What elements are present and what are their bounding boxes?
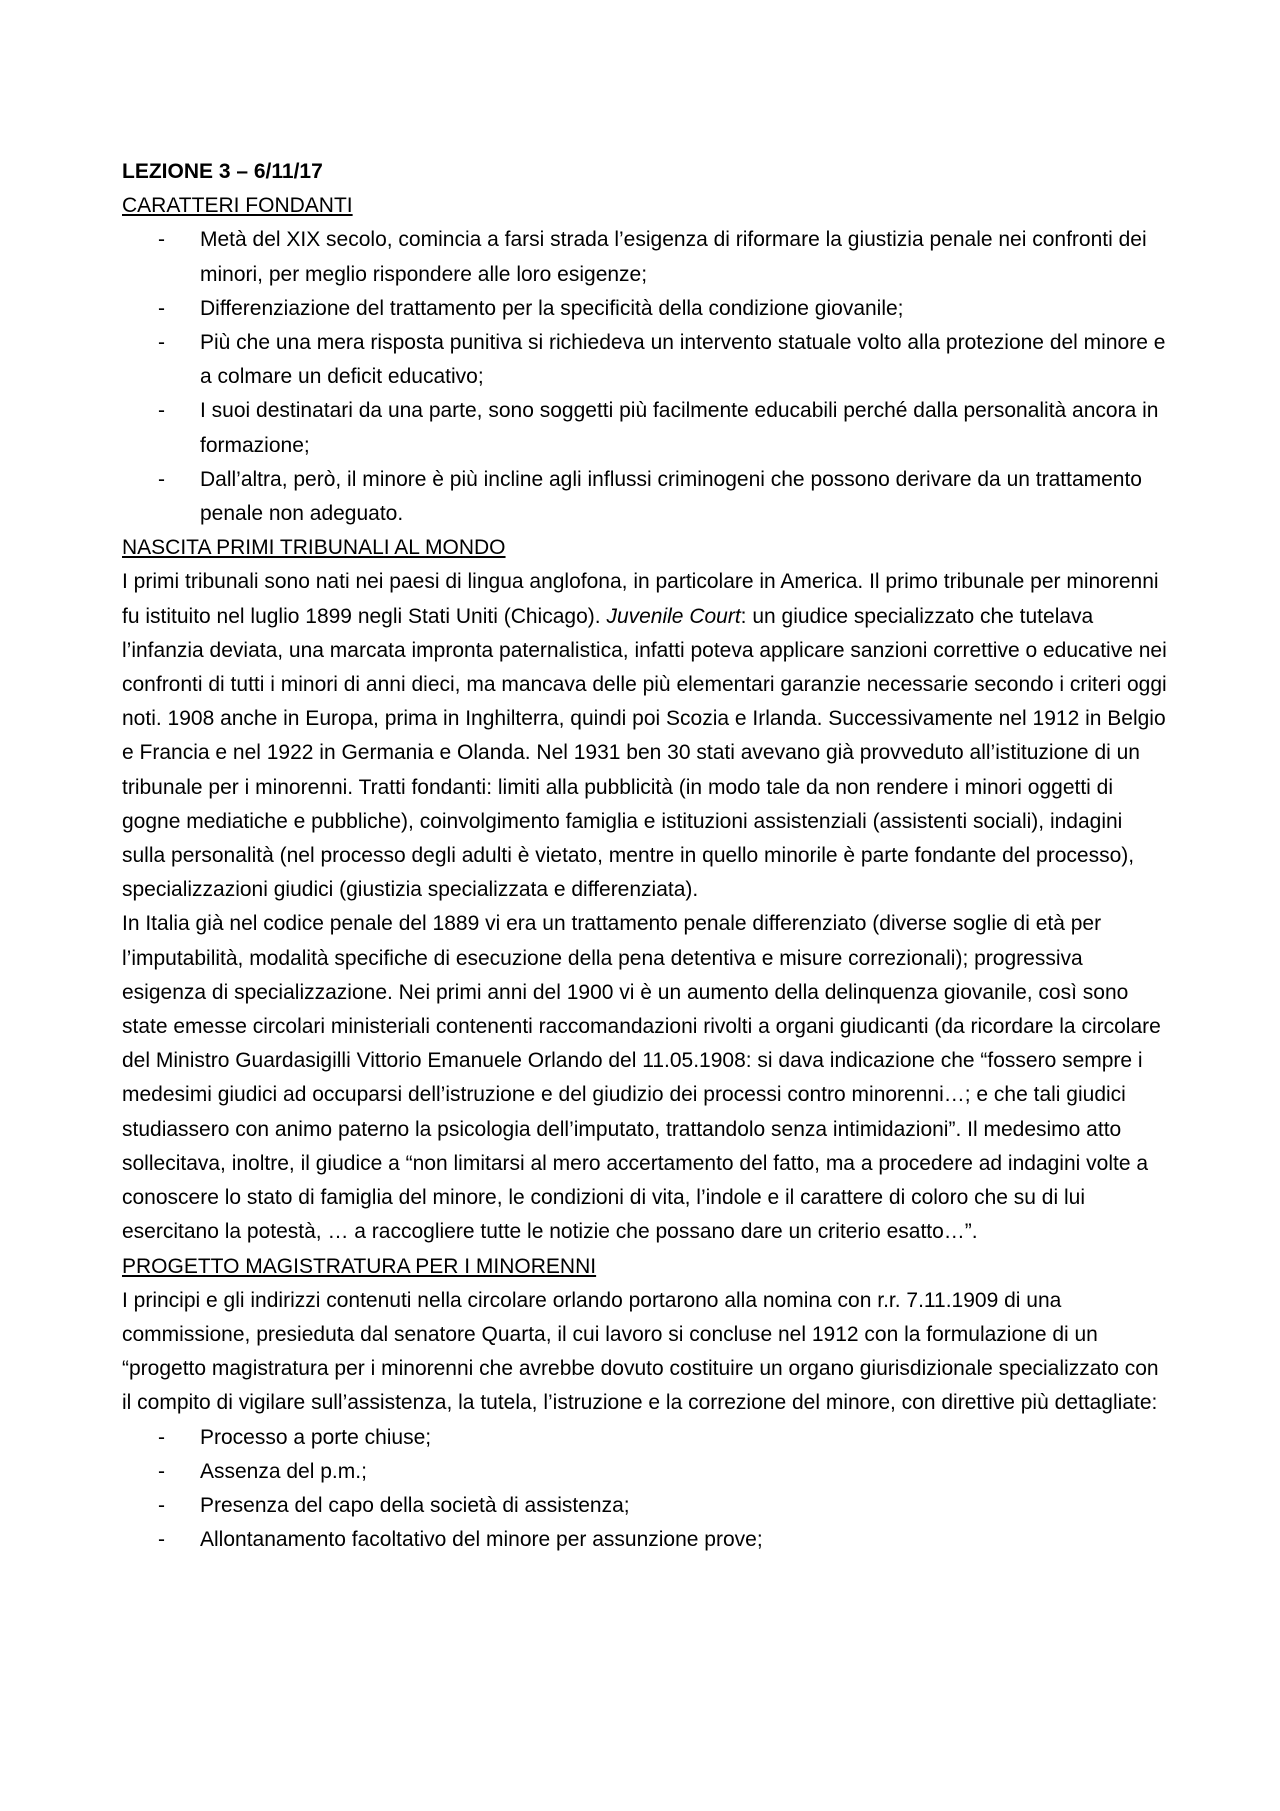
document-page <box>122 155 1170 1557</box>
caratteri-fondanti-list <box>122 223 1170 531</box>
juvenile-court-term: Juvenile Court <box>606 604 741 628</box>
section-heading-progetto-magistratura: PROGETTO MAGISTRATURA PER I MINORENNI <box>122 1254 597 1278</box>
list-item: - Più che una mera risposta punitiva si richiedeva un intervento statuale volto alla protezione del minore e a colmare un deficit educativo; <box>200 326 1170 394</box>
paragraph-primi-tribunali <box>122 565 1170 907</box>
list-item: - Differenziazione del trattamento per la specificità della condizione giovanile; <box>200 292 1170 326</box>
list-item: - Allontanamento facoltativo del minore per assunzione prove; <box>200 1523 1170 1557</box>
direttive-list <box>122 1421 1170 1558</box>
section-heading-caratteri-fondanti: CARATTERI FONDANTI <box>122 194 353 218</box>
list-item: - Assenza del p.m.; <box>200 1455 1170 1489</box>
list-item: - Processo a porte chiuse; <box>200 1421 1170 1455</box>
list-item: - Dall’altra, però, il minore è più incline agli influssi criminogeni che possono derivare da un trattamento penale non adeguato. <box>200 463 1170 531</box>
paragraph-text: I primi tribunali sono nati nei paesi di lingua anglofona, in particolare in America. Il primo tribunale per minorenni fu istituito nel luglio 1899 negli Stati Uniti (Chicago). <box>122 570 1159 628</box>
paragraph-text: : un giudice specializzato che tutelava l’infanzia deviata, una marcata impronta paternalistica, infatti poteva applicare sanzioni correttive o educative nei confronti di tutti i minori di anni dieci, ma mancava delle più elementari garanzie necessarie secondo i criteri oggi noti. 1908 anche in Europa, prima in Inghilterra, quindi poi Scozia e Irlanda. Successivamente nel 1912 in Belgio e Francia e nel 1922 in Germania e Olanda. Nel 1931 ben 30 stati avevano già provveduto all’istituzione di un tribunale per i minorenni. Tratti fondanti: limiti alla pubblicità (in modo tale da non rendere i minori oggetti di gogne mediatiche e pubbliche), coinvolgimento famiglia e istituzioni assistenziali (assistenti sociali), indagini sulla personalità (nel processo degli adulti è vietato, mentre in quello minorile è parte fondante del processo), specializzazioni giudici (giustizia specializzata e differenziata). <box>122 604 1167 902</box>
list-item: - I suoi destinatari da una parte, sono soggetti più facilmente educabili perché dalla personalità ancora in formazione; <box>200 394 1170 462</box>
lesson-title: LEZIONE 3 – 6/11/17 <box>122 160 323 183</box>
section-heading-nascita-tribunali: NASCITA PRIMI TRIBUNALI AL MONDO <box>122 536 506 560</box>
paragraph-progetto: I principi e gli indirizzi contenuti nella circolare orlando portarono alla nomina con r.r. 7.11.1909 di una commissione, presieduta dal senatore Quarta, il cui lavoro si concluse nel 1912 con la formulazione di un “progetto magistratura per i minorenni che avrebbe dovuto costituire un organo giurisdizionale specializzato con il compito di vigilare sull’assistenza, la tutela, l’istruzione e la correzione del minore, con direttive più dettagliate: <box>122 1288 1159 1415</box>
list-item: - Metà del XIX secolo, comincia a farsi strada l’esigenza di riformare la giustizia penale nei confronti dei minori, per meglio rispondere alle loro esigenze; <box>200 223 1170 291</box>
paragraph-italia: In Italia già nel codice penale del 1889 vi era un trattamento penale differenziato (diverse soglie di età per l’imputabilità, modalità specifiche di esecuzione della pena detentiva e misure correzionali); progressiva esigenza di specializzazione. Nei primi anni del 1900 vi è un aumento della delinquenza giovanile, così sono state emesse circolari ministeriali contenenti raccomandazioni rivolti a organi giudicanti (da ricordare la circolare del Ministro Guardasigilli Vittorio Emanuele Orlando del 11.05.1908: si dava indicazione che “fossero sempre i medesimi giudici ad occuparsi dell’istruzione e del giudizio dei processi contro minorenni…; e che tali giudici studiassero con animo paterno la psicologia dell’imputato, trattandolo senza intimidazioni”. Il medesimo atto sollecitava, inoltre, il giudice a “non limitarsi al mero accertamento del fatto, ma a procedere ad indagini volte a conoscere lo stato di famiglia del minore, le condizioni di vita, l’indole e il carattere di coloro che su di lui esercitano la potestà, … a raccogliere tutte le notizie che possano dare un criterio esatto…”. <box>122 912 1161 1244</box>
list-item: - Presenza del capo della società di assistenza; <box>200 1489 1170 1523</box>
